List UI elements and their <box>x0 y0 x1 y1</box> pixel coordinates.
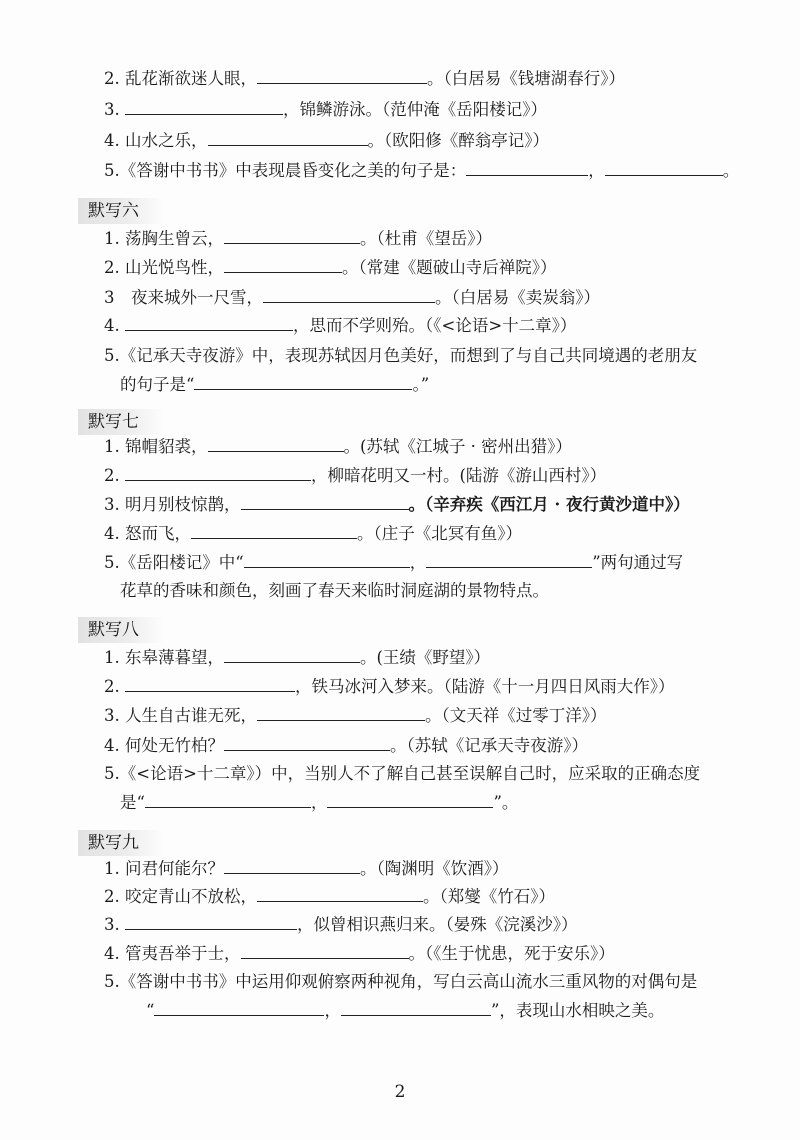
answer-blank[interactable] <box>224 257 342 273</box>
s8-q5-line1: 5.《<论语>十二章》）中，当别人不了解自己甚至误解自己时，应采取的正确态度 <box>104 764 701 783</box>
s6-q3: 3 夜来城外一尺雪， 。（白居易《卖炭翁》） <box>104 288 600 307</box>
answer-blank[interactable] <box>125 676 295 692</box>
s5-q5: 5.《答谢中书书》中表现晨昏变化之美的句子是： ， 。 <box>104 161 740 180</box>
s5-q2: 2. 乱花渐欲迷人眼， 。（白居易《钱塘湖春行》） <box>104 69 625 88</box>
s7-q3: 3. 明月别枝惊鹊， 。（辛弃疾《西江月 · 夜行黄沙道中》） <box>104 495 690 514</box>
s6-q4: 4. ，思而不学则殆。（《<论语>十二章》） <box>104 316 577 335</box>
section-title-8: 默写八 <box>78 617 164 643</box>
s7-q5-line2: 花草的香味和颜色，刻画了春天来临时洞庭湖的景物特点。 <box>120 581 549 600</box>
answer-blank[interactable] <box>224 647 360 663</box>
answer-blank[interactable] <box>208 130 368 146</box>
s9-q3: 3. ，似曾相识燕归来。（晏殊《浣溪沙》） <box>104 915 578 934</box>
answer-blank[interactable] <box>263 287 435 303</box>
section-title-9: 默写九 <box>78 830 164 856</box>
answer-blank[interactable] <box>208 436 344 452</box>
answer-blank[interactable] <box>125 465 311 481</box>
s5-q4: 4. 山水之乐， 。（欧阳修《醉翁亭记》） <box>104 131 549 150</box>
answer-blank[interactable] <box>125 315 293 331</box>
answer-blank[interactable] <box>154 1000 324 1016</box>
s7-q1: 1. 锦帽貂裘， 。(苏轼《江城子 · 密州出猎》） <box>104 437 572 456</box>
s8-q2: 2. ，铁马冰河入梦来。（陆游《十一月四日风雨大作》） <box>104 677 675 696</box>
answer-blank[interactable] <box>327 792 493 808</box>
s6-q2: 2. 山光悦鸟性， 。（常建《题破山寺后禅院》） <box>104 258 557 277</box>
answer-blank[interactable] <box>241 943 409 959</box>
s9-q2: 2. 咬定青山不放松， 。（郑燮《竹石》） <box>104 887 555 906</box>
s9-q5-line1: 5.《答谢中书书》中运用仰观俯察两种视角，写白云高山流水三重风物的对偶句是 <box>104 972 698 991</box>
answer-blank[interactable] <box>224 735 390 751</box>
answer-blank[interactable] <box>257 705 425 721</box>
s6-q1: 1. 荡胸生曾云， 。（杜甫《望岳》） <box>104 229 492 248</box>
s6-q5-line2: 的句子是“ 。” <box>120 375 430 394</box>
s5-q3: 3. ，锦鳞游泳。（范仲淹《岳阳楼记》） <box>104 100 547 119</box>
answer-blank[interactable] <box>257 68 427 84</box>
s7-q2: 2. ，柳暗花明又一村。(陆游《游山西村》） <box>104 466 607 485</box>
s8-q1: 1. 东皋薄暮望， 。(王绩《野望》） <box>104 648 491 667</box>
s7-q5: 5.《岳阳楼记》中“ ， ”两句通过写 <box>104 553 684 572</box>
s7-q4: 4. 怒而飞， 。（庄子《北冥有鱼》） <box>104 524 522 543</box>
s8-q4: 4. 何处无竹柏？ 。（苏轼《记承天寺夜游》） <box>104 736 588 755</box>
s9-q1: 1. 问君何能尔？ 。（陶渊明《饮酒》） <box>104 859 509 878</box>
s8-q5-line2: 是“ ， ”。 <box>120 793 519 812</box>
s9-q5-line2: “ ， ”，表现山水相映之美。 <box>146 1001 665 1020</box>
page-number: 2 <box>394 1082 406 1102</box>
answer-blank[interactable] <box>426 552 592 568</box>
answer-blank[interactable] <box>244 552 410 568</box>
answer-blank[interactable] <box>145 792 311 808</box>
s9-q4: 4. 管夷吾举于士， 。（《生于忧患，死于安乐》） <box>104 944 615 963</box>
answer-blank[interactable] <box>125 99 283 115</box>
s8-q3: 3. 人生自古谁无死， 。（文天祥《过零丁洋》） <box>104 706 607 725</box>
section-title-6: 默写六 <box>78 198 164 224</box>
answer-blank[interactable] <box>341 1000 491 1016</box>
answer-blank[interactable] <box>605 160 723 176</box>
answer-blank[interactable] <box>224 858 360 874</box>
section-title-7: 默写七 <box>78 409 164 435</box>
s6-q5-line1: 5.《记承天寺夜游》中，表现苏轼因月色美好，而想到了与自己共同境遇的老朋友 <box>104 346 698 365</box>
answer-blank[interactable] <box>257 886 423 902</box>
answer-blank[interactable] <box>194 374 412 390</box>
answer-blank[interactable] <box>466 160 588 176</box>
answer-blank[interactable] <box>241 494 409 510</box>
answer-blank[interactable] <box>191 523 357 539</box>
answer-blank[interactable] <box>224 228 360 244</box>
answer-blank[interactable] <box>125 914 297 930</box>
